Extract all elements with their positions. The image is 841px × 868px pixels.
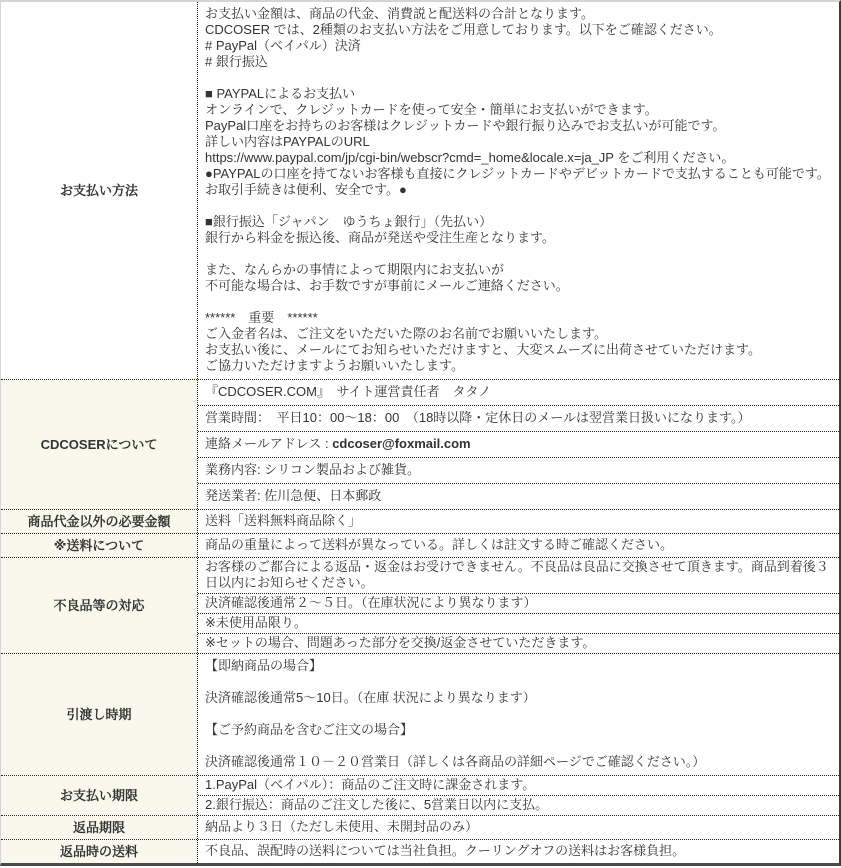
row-label-shipping-note: ※送料について (1, 534, 198, 557)
row-label-about-cdcoser: CDCOSERについて (1, 380, 198, 509)
text-line: PayPal口座をお持ちのお客様はクレジットカードや銀行振り込みでお支払いが可能です。 (205, 118, 726, 133)
text-line: オンラインで、クレジットカードを使って安全・簡単にお支払いができます。 (205, 102, 658, 117)
defective-timing-line: 決済確認後通常２～５日。（在庫状況により異なります） (198, 594, 839, 614)
paypal-url-line: https://www.paypal.com/jp/cgi-bin/webscr?cmd=_home&locale.x=ja_JP をご利用ください。 (205, 150, 735, 165)
contact-email-label: 連絡メールアドレス : (205, 436, 333, 451)
text-line: 詳しい内容はPAYPALのURL (205, 134, 370, 149)
row-extra-fees (1, 509, 839, 533)
site-operator-line: 『CDCOSER.COM』 サイト運営責任者 タタノ (198, 380, 839, 406)
payment-deadline-content (198, 776, 839, 815)
business-content-line: 業務内容: シリコン製品および雑貨。 (198, 458, 839, 484)
paypal-section-heading: ■ PAYPALによるお支払い (205, 86, 356, 101)
row-delivery-period (1, 653, 839, 775)
important-heading: ****** 重要 ****** (205, 310, 318, 325)
row-label-delivery-period: 引渡し時期 (1, 654, 198, 775)
set-exchange-line: ※セットの場合、問題あった部分を交換/返金させていただきます。 (205, 635, 596, 650)
business-hours-line: 営業時間： 平日10：00～18：00 （18時以降・定休日のメールは翌営業日扱いになります。） (198, 406, 839, 432)
row-shipping-note (1, 533, 839, 557)
contact-email: cdcoser@foxmail.com (332, 436, 471, 451)
row-label-return-deadline: 返品期限 (1, 816, 198, 839)
text-line: 決済確認後通常１０－２０営業日（詳しくは各商品の詳細ページでご確認ください。） (205, 754, 706, 769)
defective-policy-line: お客様のご都合による返品・返金はお受けできません。不良品は良品に交換させて頂きます。商品到着後３日以内にお知らせください。 (198, 558, 839, 594)
unused-only-line: ※未使用品限り。 (198, 614, 839, 634)
return-shipping-content: 不良品、誤配時の送料については当社負担。クーリングオフの送料はお客様負担。 (205, 843, 686, 858)
text-line: お支払い後に、メールにてお知らせいただけますと、大変スムーズに出荷させていただけます。 (205, 342, 762, 357)
text-line: 銀行から料金を振込後、商品が発送や受注生産となります。 (205, 230, 555, 245)
row-defective-items (1, 557, 839, 653)
text-line: ご協力いただけますようお願いいたします。 (205, 358, 464, 373)
extra-fees-content: 送料「送料無料商品除く」 (205, 513, 362, 528)
blank-line (205, 738, 831, 754)
shipping-note-content: 商品の重量によって送料が異なっている。詳しくは註文する時ご確認ください。 (205, 537, 674, 552)
bank-transfer-heading: ■銀行振込「ジャパン ゆうちょ銀行」（先払い） (205, 214, 493, 229)
text-line: お支払い金額は、商品の代金、消費説と配送料の合計となります。 (205, 6, 594, 21)
blank-line (205, 706, 831, 722)
row-payment-method (1, 2, 839, 379)
blank-line (205, 198, 831, 214)
row-payment-deadline (1, 775, 839, 815)
row-about-cdcoser (1, 379, 839, 509)
in-stock-heading: 【即納商品の場合】 (205, 658, 323, 673)
row-return-shipping (1, 839, 839, 863)
delivery-period-content (198, 654, 839, 775)
row-label-extra-fees: 商品代金以外の必要金額 (1, 510, 198, 533)
text-line: お取引手続きは便利、安全です。● (205, 182, 407, 197)
shipping-carrier-line: 発送業者: 佐川急便、日本郵政 (205, 488, 382, 503)
text-line: CDCOSER では、2種類のお支払い方法をご用意しております。以下をご確認ください。 (205, 22, 722, 37)
preorder-heading: 【ご予約商品を含むご注文の場合】 (205, 722, 414, 737)
defective-items-content (198, 558, 839, 653)
text-line: ご入金者名は、ご注文をいただいた際のお名前でお願いいたします。 (205, 326, 607, 341)
row-label-defective-items: 不良品等の対応 (1, 558, 198, 653)
text-line: ●PAYPALの口座を持てないお客様も直接にクレジットカードやデビットカードで支払することも可能です。 (205, 166, 830, 181)
blank-line (205, 294, 831, 310)
payment-method-content (198, 2, 839, 379)
blank-line (205, 70, 831, 86)
row-label-return-shipping: 返品時の送料 (1, 840, 198, 863)
text-line: 不可能な場合は、お手数ですが事前にメールご連絡ください。 (205, 278, 569, 293)
text-line: また、なんらかの事情によって期限内にお支払いが (205, 262, 505, 277)
text-line: # PayPal（ベイパル）決済 (205, 38, 361, 53)
bank-deadline-line: 2.銀行振込：商品のご注文した後に、5営業日以内に支払。 (205, 797, 549, 812)
about-cdcoser-content (198, 380, 839, 509)
return-deadline-content: 納品より３日（ただし未使用、未開封品のみ） (205, 819, 479, 834)
contact-email-line (198, 432, 839, 458)
paypal-deadline-line: 1.PayPal（ベイパル）：商品のご注文時に課金されます。 (198, 776, 839, 796)
row-label-payment-method: お支払い方法 (1, 2, 198, 379)
blank-line (205, 246, 831, 262)
row-label-payment-deadline: お支払い期限 (1, 776, 198, 815)
text-line: 決済確認後通常5～10日。（在庫 状況により異なります） (205, 690, 536, 705)
text-line: # 銀行振込 (205, 54, 268, 69)
blank-line (205, 674, 831, 690)
row-return-deadline (1, 815, 839, 839)
